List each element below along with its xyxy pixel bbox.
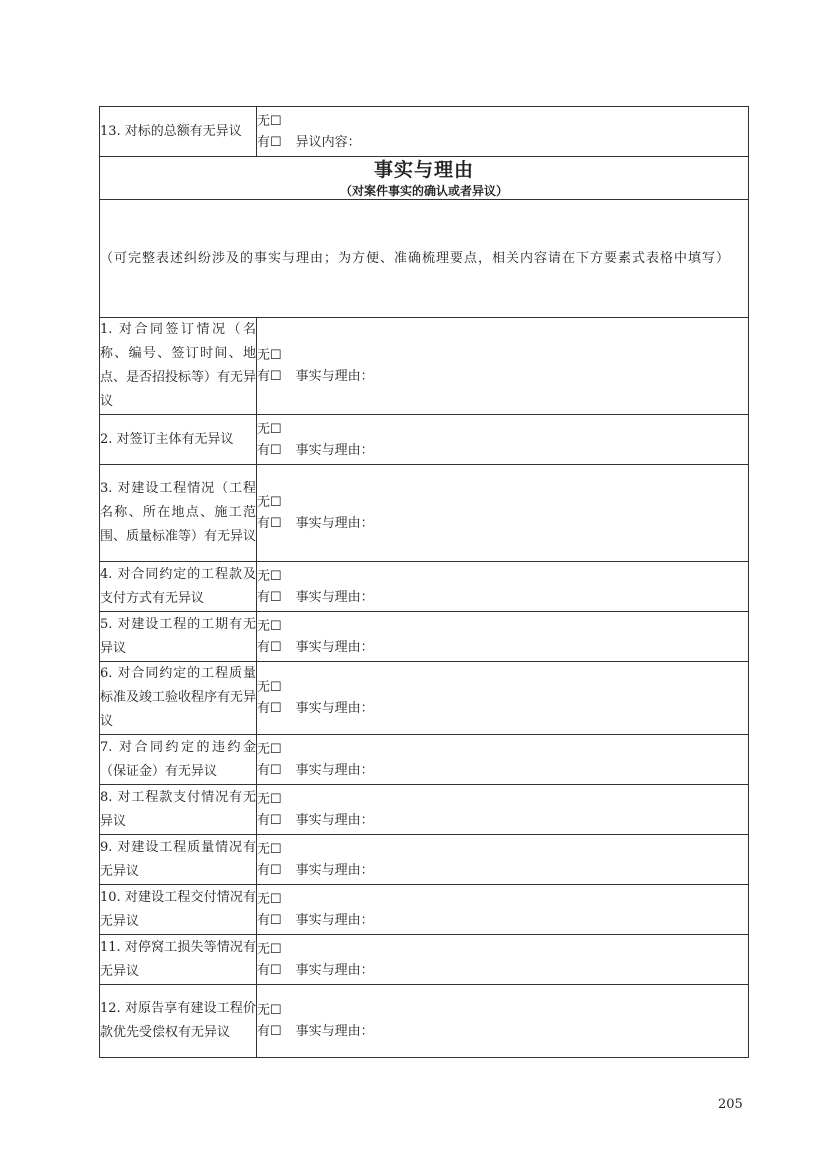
table-row bbox=[100, 735, 749, 785]
answer-cell bbox=[257, 662, 749, 735]
detail-label: 事实与理由： bbox=[295, 762, 374, 778]
detail-label: 事实与理由： bbox=[295, 442, 374, 458]
option-yes[interactable]: 有☐ 事实与理由： bbox=[257, 912, 374, 928]
option-none[interactable]: 无☐ bbox=[257, 348, 282, 363]
question-cell: 6. 对合同约定的工程质量标准及竣工验收程序有无异议 bbox=[100, 662, 257, 735]
table-row bbox=[100, 885, 749, 935]
question-cell: 7. 对合同约定的违约金（保证金）有无异议 bbox=[100, 735, 257, 785]
detail-label: 事实与理由： bbox=[295, 812, 374, 828]
option-yes[interactable]: 有☐ 事实与理由： bbox=[257, 589, 374, 605]
detail-label: 事实与理由： bbox=[295, 1024, 374, 1039]
question-cell: 5. 对建设工程的工期有无异议 bbox=[100, 612, 257, 662]
option-none[interactable]: 无☐ bbox=[257, 618, 282, 634]
section-subtitle: （对案件事实的确认或者异议） bbox=[339, 184, 508, 198]
option-yes[interactable]: 有☐ 事实与理由： bbox=[257, 812, 374, 828]
question-cell: 2. 对签订主体有无异议 bbox=[100, 415, 257, 465]
table-row bbox=[100, 662, 749, 735]
table-row bbox=[100, 107, 749, 157]
option-yes[interactable]: 有☐ 事实与理由： bbox=[257, 762, 374, 778]
section-header bbox=[100, 157, 749, 200]
question-cell: 3. 对建设工程情况（工程名称、所在地点、施工范围、质量标准等）有无异议 bbox=[100, 465, 257, 562]
table-row bbox=[100, 465, 749, 562]
option-none[interactable]: 无☐ bbox=[257, 421, 282, 437]
table-row bbox=[100, 612, 749, 662]
instruction-text[interactable]: （可完整表述纠纷涉及的事实与理由；为方便、准确梳理要点，相关内容请在下方要素式表格中填写） bbox=[100, 200, 749, 318]
detail-label: 事实与理由： bbox=[295, 369, 374, 384]
answer-cell bbox=[257, 415, 749, 465]
question-cell: 4. 对合同约定的工程款及支付方式有无异议 bbox=[100, 562, 257, 612]
option-yes[interactable]: 有☐ 事实与理由： bbox=[257, 701, 374, 716]
question-cell: 9. 对建设工程质量情况有无异议 bbox=[100, 835, 257, 885]
detail-label: 事实与理由： bbox=[295, 862, 374, 878]
table-row bbox=[100, 935, 749, 985]
option-yes[interactable]: 有☐ 事实与理由： bbox=[257, 1024, 374, 1039]
table-row bbox=[100, 785, 749, 835]
answer-cell bbox=[257, 785, 749, 835]
fact-reason-form bbox=[99, 106, 749, 1058]
detail-label: 事实与理由： bbox=[295, 589, 374, 605]
detail-label: 事实与理由： bbox=[295, 912, 374, 928]
option-yes[interactable]: 有☐ 事实与理由： bbox=[257, 369, 374, 384]
option-yes[interactable]: 有☐ 事实与理由： bbox=[257, 516, 374, 531]
option-yes[interactable]: 有☐ 事实与理由： bbox=[257, 962, 374, 978]
page-number: 205 bbox=[718, 1097, 743, 1112]
option-none[interactable]: 无☐ bbox=[257, 791, 282, 807]
instruction-row bbox=[100, 200, 749, 318]
answer-cell bbox=[257, 885, 749, 935]
option-none[interactable]: 无☐ bbox=[257, 680, 282, 695]
table-row bbox=[100, 318, 749, 415]
table-row bbox=[100, 415, 749, 465]
section-header-row bbox=[100, 157, 749, 200]
detail-label: 事实与理由： bbox=[295, 516, 374, 531]
detail-label: 事实与理由： bbox=[295, 962, 374, 978]
question-cell: 1. 对合同签订情况（名称、编号、签订时间、地点、是否招投标等）有无异议 bbox=[100, 318, 257, 415]
option-none[interactable]: 无☐ bbox=[257, 495, 282, 510]
answer-cell bbox=[257, 465, 749, 562]
option-none[interactable]: 无☐ bbox=[257, 113, 282, 129]
option-none[interactable]: 无☐ bbox=[257, 841, 282, 857]
question-cell: 8. 对工程款支付情况有无异议 bbox=[100, 785, 257, 835]
option-none[interactable]: 无☐ bbox=[257, 568, 282, 584]
option-yes[interactable]: 有☐ 事实与理由： bbox=[257, 639, 374, 655]
answer-cell bbox=[257, 985, 749, 1058]
option-none[interactable]: 无☐ bbox=[257, 941, 282, 957]
answer-cell bbox=[257, 612, 749, 662]
option-none[interactable]: 无☐ bbox=[257, 891, 282, 907]
option-none[interactable]: 无☐ bbox=[257, 741, 282, 757]
question-cell: 10. 对建设工程交付情况有无异议 bbox=[100, 885, 257, 935]
question-cell: 12. 对原告享有建设工程价款优先受偿权有无异议 bbox=[100, 985, 257, 1058]
table-row bbox=[100, 562, 749, 612]
table-row bbox=[100, 985, 749, 1058]
answer-cell bbox=[257, 935, 749, 985]
answer-cell bbox=[257, 835, 749, 885]
answer-cell bbox=[257, 107, 749, 157]
option-yes[interactable]: 有☐ 事实与理由： bbox=[257, 862, 374, 878]
question-cell: 13. 对标的总额有无异议 bbox=[100, 107, 257, 157]
question-cell: 11. 对停窝工损失等情况有无异议 bbox=[100, 935, 257, 985]
answer-cell bbox=[257, 318, 749, 415]
detail-label: 事实与理由： bbox=[295, 639, 374, 655]
detail-label: 异议内容： bbox=[295, 134, 361, 150]
table-row bbox=[100, 835, 749, 885]
answer-cell bbox=[257, 562, 749, 612]
option-yes[interactable]: 有☐ 异议内容： bbox=[257, 134, 361, 150]
section-title: 事实与理由 bbox=[373, 159, 474, 181]
option-yes[interactable]: 有☐ 事实与理由： bbox=[257, 442, 374, 458]
answer-cell bbox=[257, 735, 749, 785]
detail-label: 事实与理由： bbox=[295, 701, 374, 716]
option-none[interactable]: 无☐ bbox=[257, 1003, 282, 1018]
